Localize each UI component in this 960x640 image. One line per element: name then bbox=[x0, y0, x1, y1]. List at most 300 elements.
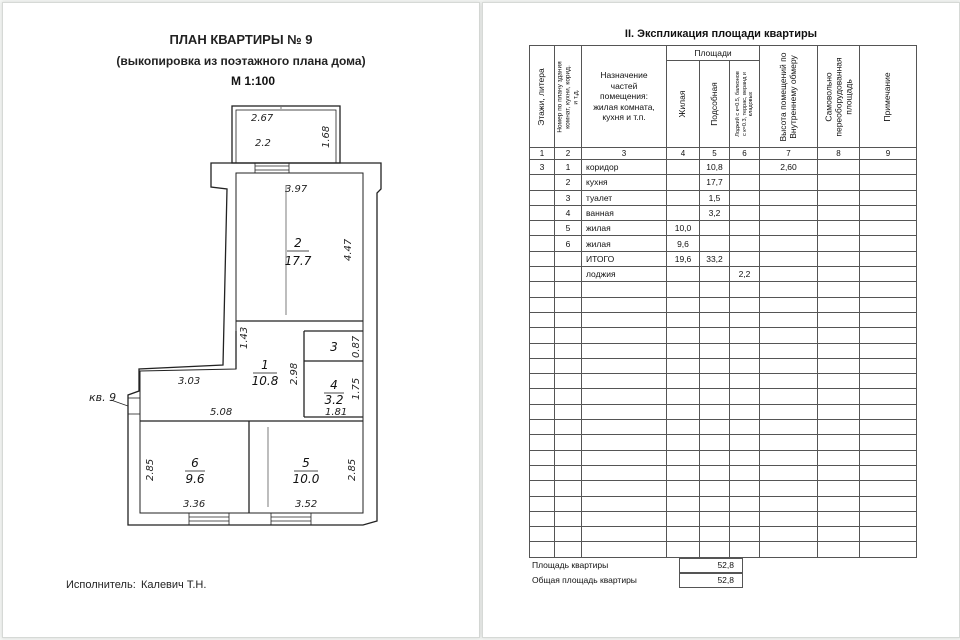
cell-loggia bbox=[730, 205, 760, 220]
empty-cell bbox=[555, 450, 582, 465]
empty-cell bbox=[818, 450, 860, 465]
apartment-outer-wall bbox=[128, 163, 381, 525]
empty-cell bbox=[818, 312, 860, 327]
empty-cell bbox=[530, 312, 555, 327]
empty-cell bbox=[555, 312, 582, 327]
plan-walls bbox=[128, 106, 381, 525]
empty-cell bbox=[860, 343, 917, 358]
empty-cell bbox=[555, 297, 582, 312]
cell-room-name: лоджия bbox=[582, 267, 667, 282]
empty-cell bbox=[760, 343, 818, 358]
empty-cell bbox=[860, 328, 917, 343]
empty-table-row bbox=[530, 496, 917, 511]
cell-self-reequipped bbox=[818, 160, 860, 175]
cell-height bbox=[760, 190, 818, 205]
cell-room-no: 4 bbox=[555, 205, 582, 220]
cell-note bbox=[860, 267, 917, 282]
empty-cell bbox=[555, 435, 582, 450]
header-purpose: Назначение частей помещения: жилая комната, кухня и т.п. bbox=[582, 46, 667, 148]
empty-cell bbox=[667, 420, 700, 435]
cell-self-reequipped bbox=[818, 175, 860, 190]
empty-cell bbox=[555, 542, 582, 557]
empty-cell bbox=[860, 282, 917, 297]
cell-note bbox=[860, 160, 917, 175]
dim-room2-width: 3.97 bbox=[285, 184, 308, 195]
cell-auxiliary: 17,7 bbox=[700, 175, 730, 190]
empty-table-row bbox=[530, 435, 917, 450]
empty-cell bbox=[530, 328, 555, 343]
empty-cell bbox=[667, 343, 700, 358]
header-room-no: Номер по плану здания комнат, кухни, корид. и т.д. bbox=[555, 46, 582, 148]
empty-cell bbox=[818, 343, 860, 358]
empty-cell bbox=[667, 312, 700, 327]
empty-cell bbox=[760, 496, 818, 511]
empty-table-row bbox=[530, 297, 917, 312]
empty-cell bbox=[818, 297, 860, 312]
cell-living bbox=[667, 160, 700, 175]
table-row bbox=[530, 205, 917, 220]
cell-floor bbox=[530, 205, 555, 220]
dim-room5-side: 2.85 bbox=[347, 458, 358, 481]
empty-cell bbox=[860, 389, 917, 404]
empty-cell bbox=[760, 374, 818, 389]
empty-cell bbox=[700, 282, 730, 297]
empty-cell bbox=[582, 404, 667, 419]
empty-cell bbox=[582, 328, 667, 343]
empty-cell bbox=[730, 312, 760, 327]
empty-cell bbox=[860, 481, 917, 496]
plan-title: ПЛАН КВАРТИРЫ № 9 bbox=[169, 32, 313, 47]
total-area-value-box bbox=[679, 573, 743, 588]
empty-cell bbox=[860, 527, 917, 542]
empty-cell bbox=[582, 312, 667, 327]
window-room2 bbox=[255, 163, 289, 173]
empty-cell bbox=[555, 420, 582, 435]
header-self-reequipped: Самовольно переоборудованная площадь bbox=[818, 46, 860, 148]
cell-loggia bbox=[730, 251, 760, 266]
cell-living: 19,6 bbox=[667, 251, 700, 266]
cell-loggia bbox=[730, 160, 760, 175]
empty-cell bbox=[818, 374, 860, 389]
total-area-value: 52,8 bbox=[717, 575, 734, 585]
cell-living bbox=[667, 267, 700, 282]
dim-room4-side: 1.75 bbox=[351, 377, 362, 400]
empty-cell bbox=[700, 481, 730, 496]
cell-self-reequipped bbox=[818, 267, 860, 282]
cell-auxiliary bbox=[700, 267, 730, 282]
empty-cell bbox=[582, 511, 667, 526]
empty-cell bbox=[818, 511, 860, 526]
cell-auxiliary: 1,5 bbox=[700, 190, 730, 205]
empty-cell bbox=[730, 465, 760, 480]
empty-cell bbox=[760, 312, 818, 327]
room-5-number: 5 bbox=[302, 456, 310, 470]
empty-cell bbox=[730, 328, 760, 343]
empty-cell bbox=[667, 511, 700, 526]
empty-cell bbox=[582, 496, 667, 511]
cell-floor bbox=[530, 251, 555, 266]
room-1-area: 10.8 bbox=[251, 374, 279, 388]
table-row bbox=[530, 267, 917, 282]
empty-cell bbox=[667, 435, 700, 450]
empty-cell bbox=[530, 282, 555, 297]
empty-cell bbox=[700, 511, 730, 526]
empty-cell bbox=[860, 465, 917, 480]
empty-cell bbox=[860, 312, 917, 327]
empty-cell bbox=[582, 527, 667, 542]
header-loggia: Лоджий с к=0.5, балконов с к=0.3, террас, веранд и кладовых bbox=[730, 61, 760, 148]
empty-cell bbox=[667, 481, 700, 496]
empty-cell bbox=[667, 465, 700, 480]
dim-corridor-bottom: 5.08 bbox=[210, 407, 233, 418]
empty-cell bbox=[818, 435, 860, 450]
empty-cell bbox=[700, 358, 730, 373]
column-number: 5 bbox=[700, 148, 730, 160]
empty-cell bbox=[760, 511, 818, 526]
empty-table-row bbox=[530, 450, 917, 465]
empty-cell bbox=[760, 542, 818, 557]
header-areas-group: Площади bbox=[667, 46, 760, 61]
dim-room4-width: 1.81 bbox=[325, 407, 348, 418]
cell-height bbox=[760, 236, 818, 251]
cell-height bbox=[760, 175, 818, 190]
empty-cell bbox=[530, 542, 555, 557]
dim-room2-length: 4.47 bbox=[343, 238, 354, 261]
room-4-number: 4 bbox=[330, 378, 338, 392]
cell-loggia bbox=[730, 221, 760, 236]
empty-cell bbox=[730, 435, 760, 450]
cell-note bbox=[860, 190, 917, 205]
explication-table bbox=[529, 45, 917, 558]
cell-self-reequipped bbox=[818, 190, 860, 205]
empty-cell bbox=[730, 282, 760, 297]
dim-room6-width: 3.36 bbox=[183, 499, 206, 510]
empty-cell bbox=[860, 358, 917, 373]
cell-height bbox=[760, 251, 818, 266]
empty-cell bbox=[667, 282, 700, 297]
empty-table-row bbox=[530, 527, 917, 542]
executor-label: Исполнитель: bbox=[66, 579, 136, 591]
empty-cell bbox=[818, 481, 860, 496]
empty-cell bbox=[818, 328, 860, 343]
empty-cell bbox=[860, 450, 917, 465]
explication-body bbox=[530, 160, 917, 558]
cell-auxiliary: 33,2 bbox=[700, 251, 730, 266]
empty-cell bbox=[818, 404, 860, 419]
empty-cell bbox=[530, 420, 555, 435]
empty-cell bbox=[760, 389, 818, 404]
empty-cell bbox=[760, 282, 818, 297]
column-number: 2 bbox=[555, 148, 582, 160]
empty-cell bbox=[700, 312, 730, 327]
empty-cell bbox=[730, 542, 760, 557]
empty-cell bbox=[818, 465, 860, 480]
empty-cell bbox=[760, 297, 818, 312]
empty-cell bbox=[582, 282, 667, 297]
empty-cell bbox=[582, 389, 667, 404]
empty-cell bbox=[530, 435, 555, 450]
empty-cell bbox=[860, 374, 917, 389]
apartment-area-label: Площадь квартиры bbox=[532, 560, 609, 570]
empty-cell bbox=[818, 496, 860, 511]
cell-room-no bbox=[555, 267, 582, 282]
cell-loggia bbox=[730, 175, 760, 190]
empty-table-row bbox=[530, 312, 917, 327]
empty-cell bbox=[582, 542, 667, 557]
empty-cell bbox=[860, 496, 917, 511]
empty-cell bbox=[730, 404, 760, 419]
room-6-number: 6 bbox=[191, 456, 199, 470]
cell-room-no: 2 bbox=[555, 175, 582, 190]
empty-cell bbox=[582, 481, 667, 496]
empty-table-row bbox=[530, 328, 917, 343]
empty-cell bbox=[700, 527, 730, 542]
empty-cell bbox=[530, 450, 555, 465]
cell-note bbox=[860, 175, 917, 190]
empty-table-row bbox=[530, 404, 917, 419]
empty-cell bbox=[860, 435, 917, 450]
empty-cell bbox=[760, 450, 818, 465]
cell-loggia: 2,2 bbox=[730, 267, 760, 282]
cell-note bbox=[860, 205, 917, 220]
empty-cell bbox=[700, 374, 730, 389]
empty-cell bbox=[555, 328, 582, 343]
window-room6 bbox=[189, 513, 229, 525]
empty-table-row bbox=[530, 374, 917, 389]
total-area-label: Общая площадь квартиры bbox=[532, 575, 637, 585]
table-row bbox=[530, 221, 917, 236]
empty-cell bbox=[582, 420, 667, 435]
cell-living bbox=[667, 205, 700, 220]
header-auxiliary: Подсобная bbox=[700, 61, 730, 148]
empty-cell bbox=[667, 297, 700, 312]
empty-cell bbox=[700, 328, 730, 343]
cell-self-reequipped bbox=[818, 236, 860, 251]
empty-cell bbox=[730, 496, 760, 511]
cell-self-reequipped bbox=[818, 205, 860, 220]
empty-cell bbox=[700, 435, 730, 450]
cell-note bbox=[860, 236, 917, 251]
empty-cell bbox=[667, 450, 700, 465]
empty-cell bbox=[555, 496, 582, 511]
empty-table-row bbox=[530, 420, 917, 435]
window-room5 bbox=[271, 513, 311, 525]
empty-cell bbox=[730, 420, 760, 435]
cell-note bbox=[860, 251, 917, 266]
cell-loggia bbox=[730, 236, 760, 251]
empty-cell bbox=[760, 435, 818, 450]
empty-table-row bbox=[530, 389, 917, 404]
empty-table-row bbox=[530, 358, 917, 373]
empty-cell bbox=[860, 404, 917, 419]
empty-cell bbox=[730, 527, 760, 542]
empty-cell bbox=[555, 465, 582, 480]
empty-cell bbox=[555, 481, 582, 496]
empty-cell bbox=[667, 527, 700, 542]
column-number: 4 bbox=[667, 148, 700, 160]
empty-cell bbox=[700, 450, 730, 465]
empty-cell bbox=[730, 450, 760, 465]
empty-cell bbox=[555, 282, 582, 297]
empty-cell bbox=[667, 374, 700, 389]
empty-cell bbox=[667, 328, 700, 343]
empty-cell bbox=[700, 496, 730, 511]
apartment-label: кв. 9 bbox=[89, 391, 117, 404]
empty-cell bbox=[860, 297, 917, 312]
empty-cell bbox=[555, 343, 582, 358]
table-row bbox=[530, 160, 917, 175]
apartment-area-value: 52,8 bbox=[717, 560, 734, 570]
cell-room-no: 3 bbox=[555, 190, 582, 205]
cell-auxiliary: 10,8 bbox=[700, 160, 730, 175]
executor-name: Калевич Т.Н. bbox=[141, 579, 207, 591]
empty-cell bbox=[530, 496, 555, 511]
empty-cell bbox=[860, 420, 917, 435]
empty-cell bbox=[667, 496, 700, 511]
header-floor: Этажи, литера bbox=[530, 46, 555, 148]
empty-cell bbox=[730, 389, 760, 404]
empty-cell bbox=[818, 542, 860, 557]
empty-cell bbox=[530, 481, 555, 496]
empty-cell bbox=[555, 511, 582, 526]
room-2-number: 2 bbox=[294, 236, 302, 250]
cell-room-name: ванная bbox=[582, 205, 667, 220]
table-row bbox=[530, 236, 917, 251]
plan-subtitle: (выкопировка из поэтажного плана дома) bbox=[116, 54, 366, 68]
cell-room-no: 5 bbox=[555, 221, 582, 236]
column-number: 6 bbox=[730, 148, 760, 160]
empty-cell bbox=[760, 481, 818, 496]
column-number: 9 bbox=[860, 148, 917, 160]
empty-cell bbox=[760, 404, 818, 419]
empty-cell bbox=[818, 420, 860, 435]
cell-height bbox=[760, 205, 818, 220]
empty-cell bbox=[818, 358, 860, 373]
empty-cell bbox=[582, 374, 667, 389]
table-row bbox=[530, 190, 917, 205]
empty-cell bbox=[530, 511, 555, 526]
empty-cell bbox=[860, 511, 917, 526]
dim-corridor-side: 1.43 bbox=[239, 326, 250, 349]
empty-cell bbox=[700, 343, 730, 358]
cell-living bbox=[667, 175, 700, 190]
empty-cell bbox=[582, 465, 667, 480]
plan-dimension-ticks bbox=[268, 107, 286, 507]
empty-cell bbox=[582, 435, 667, 450]
explication-page bbox=[482, 2, 960, 638]
empty-table-row bbox=[530, 343, 917, 358]
entrance-door bbox=[128, 398, 140, 414]
empty-cell bbox=[760, 358, 818, 373]
cell-room-name: туалет bbox=[582, 190, 667, 205]
cell-height bbox=[760, 221, 818, 236]
empty-cell bbox=[667, 404, 700, 419]
cell-note bbox=[860, 221, 917, 236]
empty-cell bbox=[700, 389, 730, 404]
cell-floor bbox=[530, 236, 555, 251]
column-number: 8 bbox=[818, 148, 860, 160]
cell-room-no: 6 bbox=[555, 236, 582, 251]
empty-cell bbox=[530, 374, 555, 389]
plan-scale: М 1:100 bbox=[231, 74, 276, 88]
apartment-area-value-box bbox=[679, 558, 743, 573]
empty-cell bbox=[530, 343, 555, 358]
empty-cell bbox=[818, 527, 860, 542]
empty-cell bbox=[555, 527, 582, 542]
empty-cell bbox=[730, 358, 760, 373]
empty-cell bbox=[667, 358, 700, 373]
empty-cell bbox=[700, 465, 730, 480]
floor-plan-page bbox=[2, 2, 480, 638]
cell-floor bbox=[530, 175, 555, 190]
cell-living bbox=[667, 190, 700, 205]
empty-cell bbox=[582, 358, 667, 373]
cell-floor: 3 bbox=[530, 160, 555, 175]
empty-cell bbox=[530, 297, 555, 312]
empty-cell bbox=[530, 389, 555, 404]
column-number: 1 bbox=[530, 148, 555, 160]
empty-cell bbox=[555, 404, 582, 419]
empty-cell bbox=[760, 465, 818, 480]
table-row bbox=[530, 175, 917, 190]
empty-cell bbox=[730, 481, 760, 496]
empty-cell bbox=[700, 404, 730, 419]
cell-room-name: жилая bbox=[582, 236, 667, 251]
column-numbers-row bbox=[530, 148, 917, 160]
cell-height bbox=[760, 267, 818, 282]
dim-room5-width: 3.52 bbox=[295, 499, 318, 510]
empty-cell bbox=[700, 297, 730, 312]
cell-room-name: кухня bbox=[582, 175, 667, 190]
empty-cell bbox=[555, 389, 582, 404]
cell-auxiliary bbox=[700, 221, 730, 236]
cell-room-name: коридор bbox=[582, 160, 667, 175]
empty-cell bbox=[555, 358, 582, 373]
cell-height: 2,60 bbox=[760, 160, 818, 175]
cell-floor bbox=[530, 221, 555, 236]
room-4-area: 3.2 bbox=[324, 393, 344, 407]
empty-table-row bbox=[530, 282, 917, 297]
cell-room-name: ИТОГО bbox=[582, 251, 667, 266]
dim-corridor-inner: 2.98 bbox=[289, 362, 300, 385]
empty-table-row bbox=[530, 542, 917, 557]
cell-room-name: жилая bbox=[582, 221, 667, 236]
empty-cell bbox=[667, 542, 700, 557]
header-height: Высота помещений по Внутреннему обмеру bbox=[760, 46, 818, 148]
empty-cell bbox=[760, 420, 818, 435]
empty-cell bbox=[700, 542, 730, 557]
room-5-area: 10.0 bbox=[292, 472, 320, 486]
dim-loggia-top: 2.67 bbox=[251, 113, 274, 124]
empty-cell bbox=[760, 328, 818, 343]
cell-living: 10,0 bbox=[667, 221, 700, 236]
empty-cell bbox=[582, 343, 667, 358]
cell-room-no bbox=[555, 251, 582, 266]
header-living: Жилая bbox=[667, 61, 700, 148]
dim-room3-side: 0.87 bbox=[351, 335, 362, 358]
room-1-number: 1 bbox=[261, 358, 269, 372]
empty-table-row bbox=[530, 481, 917, 496]
empty-table-row bbox=[530, 511, 917, 526]
dim-loggia-width: 2.2 bbox=[255, 138, 271, 149]
room-6-area: 9.6 bbox=[185, 472, 205, 486]
empty-cell bbox=[582, 297, 667, 312]
cell-floor bbox=[530, 267, 555, 282]
empty-cell bbox=[818, 389, 860, 404]
cell-room-no: 1 bbox=[555, 160, 582, 175]
empty-cell bbox=[730, 297, 760, 312]
column-number: 7 bbox=[760, 148, 818, 160]
